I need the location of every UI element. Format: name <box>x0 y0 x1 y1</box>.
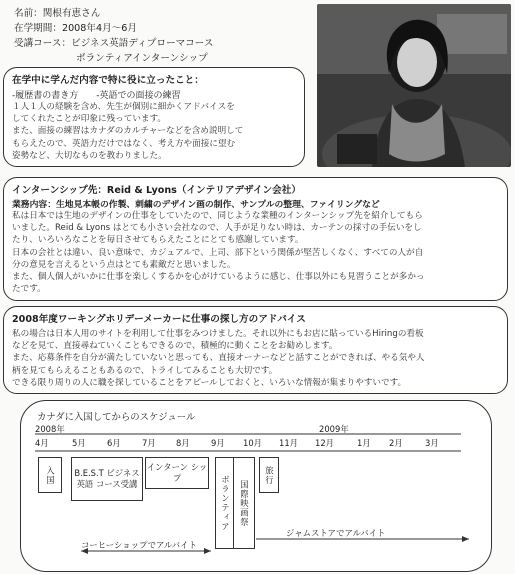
course-line-1 <box>14 36 304 51</box>
job-advice-section <box>3 306 508 394</box>
profile-header <box>14 6 304 66</box>
job-advice-title: 2008年度ワーキングホリデーメーカーに仕事の探し方のアドバイス <box>12 314 306 325</box>
jam-job-label: ジャムストアでアルバイト <box>286 528 386 538</box>
block-entry: 入国 <box>38 457 62 493</box>
internship-body <box>12 210 499 295</box>
study-period: 在学期間：2008年4月～6月 <box>14 23 137 34</box>
schedule-timeline <box>21 401 491 571</box>
advice-line: 私の場合は日本人用のサイトを利用して仕事をみつけました。それ以外にもお店に貼っているHiringの看板 <box>12 329 424 339</box>
month-label: 11月 <box>279 438 299 448</box>
learning-section <box>3 67 305 167</box>
student-photo <box>317 4 511 167</box>
job-advice-body <box>12 328 499 389</box>
block-best-course: B.E.S.T ビジネス英語 コース受講 <box>71 457 143 501</box>
advice-line: できる限り周りの人に職を探していることをアピールしておくと、いろいな情報が集まりやすいです。 <box>12 377 407 388</box>
month-label: 2月 <box>389 438 403 448</box>
advice-line: また、応募条件を自分が満たしていないと思っても、直接オーナーなどと話すことができれば、やる気や人 <box>12 353 425 364</box>
internship-line: 私は日本では生地のデザインの仕事をしていたので、同じような業種のインターンシップ先を紹介してもら <box>12 211 423 221</box>
learning-line: もらえたので、英語力だけではなく、考え方や面接に望む <box>12 138 236 149</box>
advice-line: 柄を見てもらえることもあるので、トライしてみることも大切です。 <box>12 365 278 376</box>
internship-line: 日本の会社とは違い、良い意味で、カジュアルで、上司、部下という関係が堅苦しくなく、すべての人が自 <box>12 247 424 258</box>
learning-line: してくれたことが印象に残っています。 <box>12 114 167 125</box>
learning-body <box>12 101 296 162</box>
schedule-title: カナダに入国してからのスケジュール <box>37 412 196 423</box>
month-row <box>35 437 463 449</box>
month-label: 10月 <box>243 438 263 448</box>
learning-items: -履歴書の書き方 -英語での面接の練習 <box>12 91 181 101</box>
month-label: 7月 <box>142 438 156 448</box>
month-label: 8月 <box>176 438 190 448</box>
schedule-section <box>20 400 492 572</box>
student-name: 名前：関根有恵さん <box>14 8 101 19</box>
internship-line: たです。 <box>12 284 46 295</box>
block-internship: インターン シップ <box>145 457 209 489</box>
internship-line: また、個人個人がいかに仕事を楽しくするかを心がけているように感じ、仕事以外にも見習うことが多かっ <box>12 272 425 283</box>
course-2: ボランティアインターンシップ <box>76 53 208 64</box>
internship-line: 分の意見を言えるという点はとても素敵だと思いました。 <box>12 259 236 270</box>
month-label: 4月 <box>35 438 49 448</box>
month-label: 6月 <box>107 438 121 448</box>
month-label: 1月 <box>357 438 371 448</box>
internship-line: いました。Reid & Lyons はとても小さい会社なので、人手が足りない時は、カーテンの採寸の手伝いをし <box>12 223 422 234</box>
month-label: 12月 <box>315 438 335 448</box>
block-volunteer: ボランティア <box>215 457 235 549</box>
internship-title: インターンシップ先：Reid & Lyons（インテリアデザイン会社） <box>12 185 301 196</box>
learning-line: １人１人の経験を含め、先生が個別に細かくアドバイスを <box>12 102 235 112</box>
month-label: 5月 <box>72 438 86 448</box>
internship-line: たり、いろいろなことを毎日させてもらえたことにとても感謝しています。 <box>12 235 304 246</box>
block-film-festival: 国際映画祭 <box>233 457 255 549</box>
course-label: 受講コース： <box>14 38 72 49</box>
month-label: 9月 <box>211 438 225 448</box>
advice-line: などを見て、直接尋ねていくこともできるので、積極的に動くことをお勧めします。 <box>12 341 338 352</box>
learning-line: また、面接の練習はカナダのカルチャーなどを含め説明して <box>12 126 244 137</box>
year-2009-label: 2009年 <box>319 424 349 434</box>
course-1: ビジネス英語ディプローマコース <box>71 38 214 49</box>
learning-line: 姿勢など、大切なものを教わりました。 <box>12 150 167 161</box>
block-travel: 旅行 <box>259 457 279 493</box>
internship-section <box>3 177 508 301</box>
internship-duties: 業務内容：生地見本帳の作製、刺繍のデザイン画の制作、サンプルの整理、ファイリングなど <box>12 200 380 210</box>
coffee-job-label: コーヒーショップでアルバイト <box>81 540 197 550</box>
month-label: 3月 <box>425 438 439 448</box>
learning-title: 在学中に学んだ内容で特に役に立ったこと： <box>12 75 204 86</box>
year-2008-label: 2008年 <box>35 424 65 434</box>
